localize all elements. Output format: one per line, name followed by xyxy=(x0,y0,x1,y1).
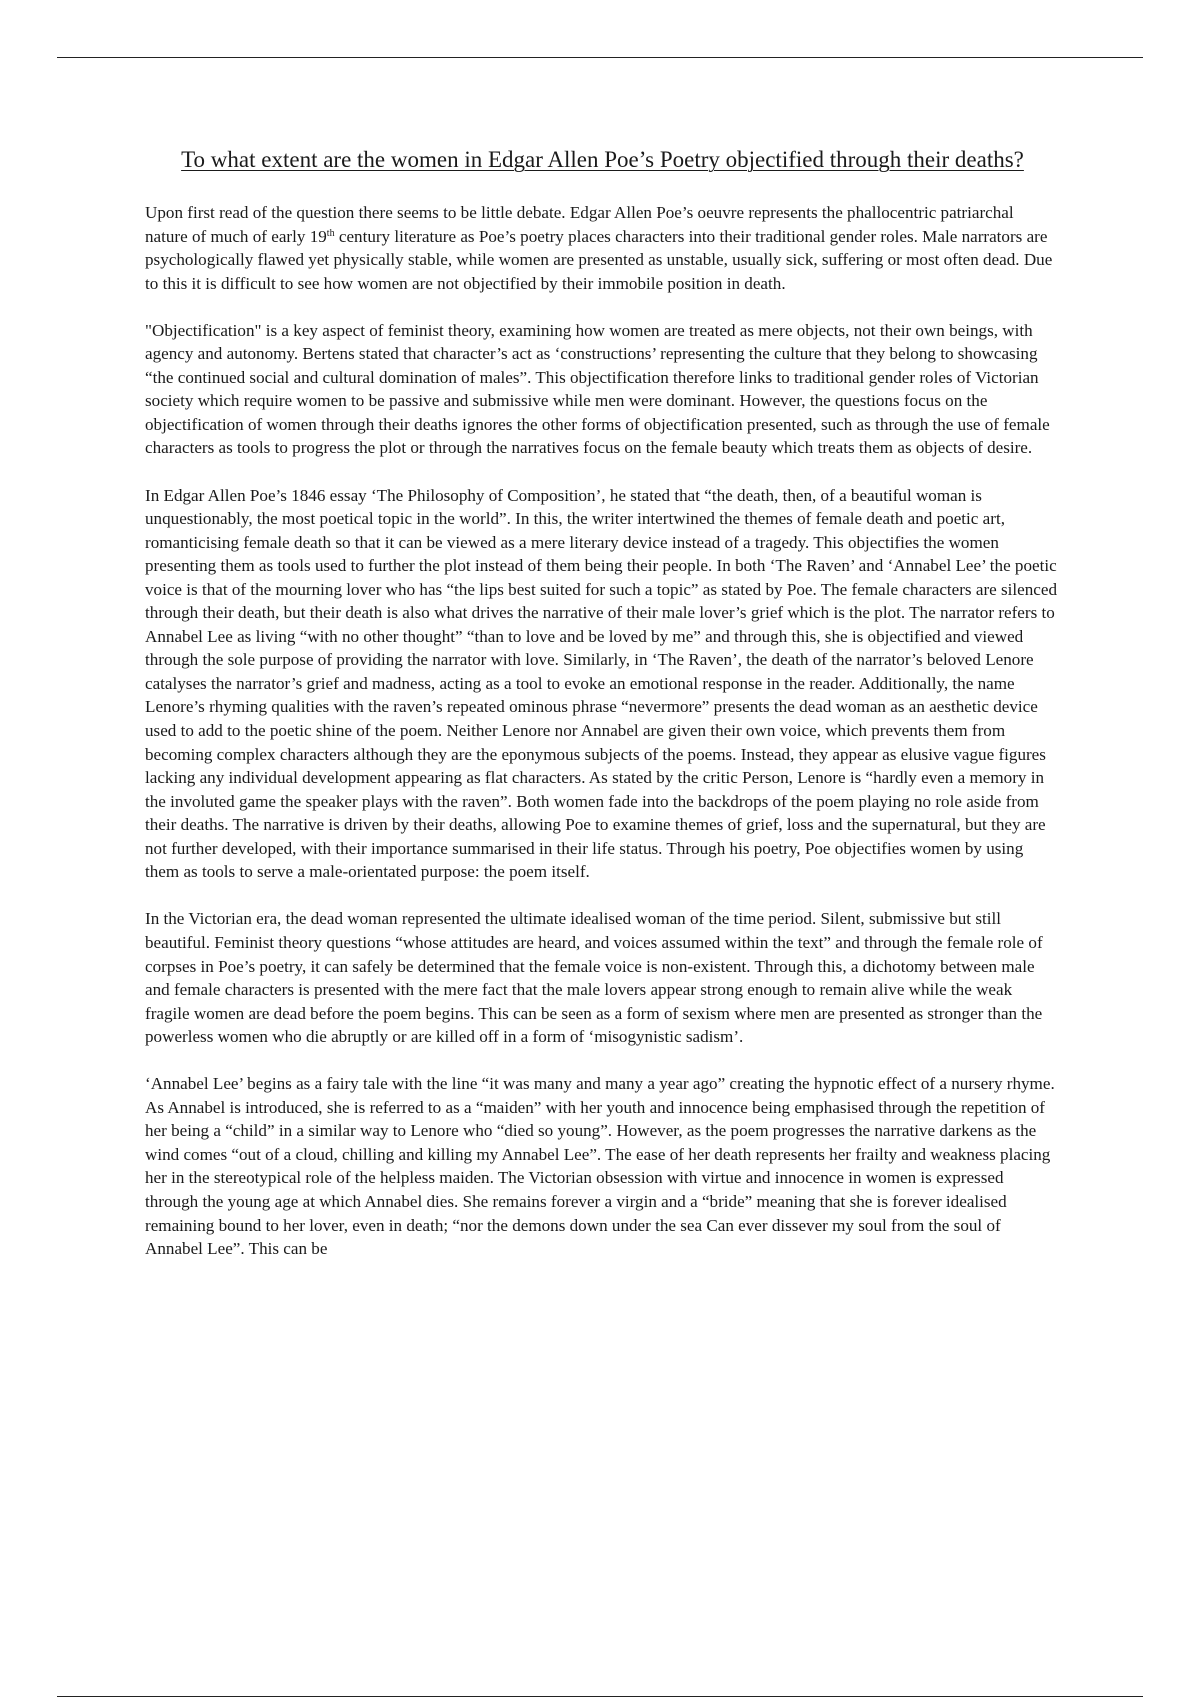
essay-title: To what extent are the women in Edgar Allen Poe’s Poetry objectified through their deaths? xyxy=(181,147,1024,172)
ordinal-suffix: th xyxy=(326,227,335,239)
header-rule xyxy=(57,57,1143,58)
paragraph-5: ‘Annabel Lee’ begins as a fairy tale with the line “it was many and many a year ago” creating the hypnotic effect of a nursery rhyme. As Annabel is introduced, she is referred to as a “maiden” with her youth and innocence being emphasised through the repetition of her being a “child” in a similar way to Lenore who “died so young”. However, as the poem progresses the narrative darkens as the wind comes “out of a cloud, chilling and killing my Annabel Lee”. The ease of her death represents her frailty and weakness placing her in the stereotypical role of the helpless maiden. The Victorian obsession with virtue and innocence in women is expressed through the young age at which Annabel dies. She remains forever a virgin and a “bride” meaning that she is forever idealised remaining bound to her lover, even in death; “nor the demons down under the sea Can ever dissever my soul from the soul of Annabel Lee”. This can be xyxy=(145,1074,1055,1259)
paragraph-3: In Edgar Allen Poe’s 1846 essay ‘The Philosophy of Composition’, he stated that “the death, then, of a beautiful woman is unquestionably, the most poetical topic in the world”. In this, the writer intertwined the themes of female death and poetic art, romanticising female death so that it can be viewed as a mere literary device instead of a tragedy. This objectifies the women presenting them as tools used to further the plot instead of them being their people. In both ‘The Raven’ and ‘Annabel Lee’ the poetic voice is that of the mourning lover who has “the lips best suited for such a topic” as stated by Poe. The female characters are silenced through their death, but their death is also what drives the narrative of their male lover’s grief which is the plot. The narrator refers to Annabel Lee as living “with no other thought” “than to love and be loved by me” and through this, she is objectified and viewed through the sole purpose of providing the narrator with love. Similarly, in ‘The Raven’, the death of the narrator’s beloved Lenore catalyses the narrator’s grief and madness, acting as a tool to evoke an emotional response in the reader. Additionally, the name Lenore’s rhyming qualities with the raven’s repeated ominous phrase “nevermore” presents the dead woman as an aesthetic device used to add to the poetic shine of the poem. Neither Lenore nor Annabel are given their own voice, which prevents them from becoming complex characters although they are the eponymous subjects of the poems. Instead, they appear as elusive vague figures lacking any individual development appearing as flat characters. As stated by the critic Person, Lenore is “hardly even a memory in the involuted game the speaker plays with the raven”. Both women fade into the backdrops of the poem playing no role aside from their deaths. The narrative is driven by their deaths, allowing Poe to examine themes of grief, loss and the supernatural, but they are not further developed, with their importance summarised in their life status. Through his poetry, Poe objectifies women by using them as tools to serve a male-orientated purpose: the poem itself. xyxy=(145,485,1058,882)
document-page xyxy=(145,146,1060,1261)
paragraph-1-text-a: Upon first read of the question there seems to be little debate. Edgar Allen Poe’s oeuvre represents the phallocentric patriarchal nature of much of early 19 xyxy=(145,203,1014,246)
paragraph-1 xyxy=(145,201,1060,295)
paragraph-1-text-b: century literature as Poe’s poetry places characters into their traditional gender roles. Male narrators are psychologically flawed yet physically stable, while women are presented as unstable, usually sick, suffering or most often dead. Due to this it is difficult to see how women are not objectified by their immobile position in death. xyxy=(145,226,1053,293)
paragraph-2: "Objectification" is a key aspect of feminist theory, examining how women are treated as mere objects, not their own beings, with agency and autonomy. Bertens stated that character’s act as ‘constructions’ representing the culture that they belong to showcasing “the continued social and cultural domination of males”. This objectification therefore links to traditional gender roles of Victorian society which require women to be passive and submissive while men were dominant. However, the questions focus on the objectification of women through their deaths ignores the other forms of objectification presented, such as through the use of female characters as tools to progress the plot or through the narratives focus on the female beauty which treats them as objects of desire. xyxy=(145,320,1050,458)
paragraph-4: In the Victorian era, the dead woman represented the ultimate idealised woman of the time period. Silent, submissive but still beautiful. Feminist theory questions “whose attitudes are heard, and voices assumed within the text” and through the female role of corpses in Poe’s poetry, it can safely be determined that the female voice is non-existent. Through this, a dichotomy between male and female characters is presented with the mere fact that the male lovers appear strong enough to remain alive while the weak fragile women are dead before the poem begins. This can be seen as a form of sexism where men are presented as stronger than the powerless women who die abruptly or are killed off in a form of ‘misogynistic sadism’. xyxy=(145,909,1043,1047)
footer-rule xyxy=(57,1696,1143,1697)
